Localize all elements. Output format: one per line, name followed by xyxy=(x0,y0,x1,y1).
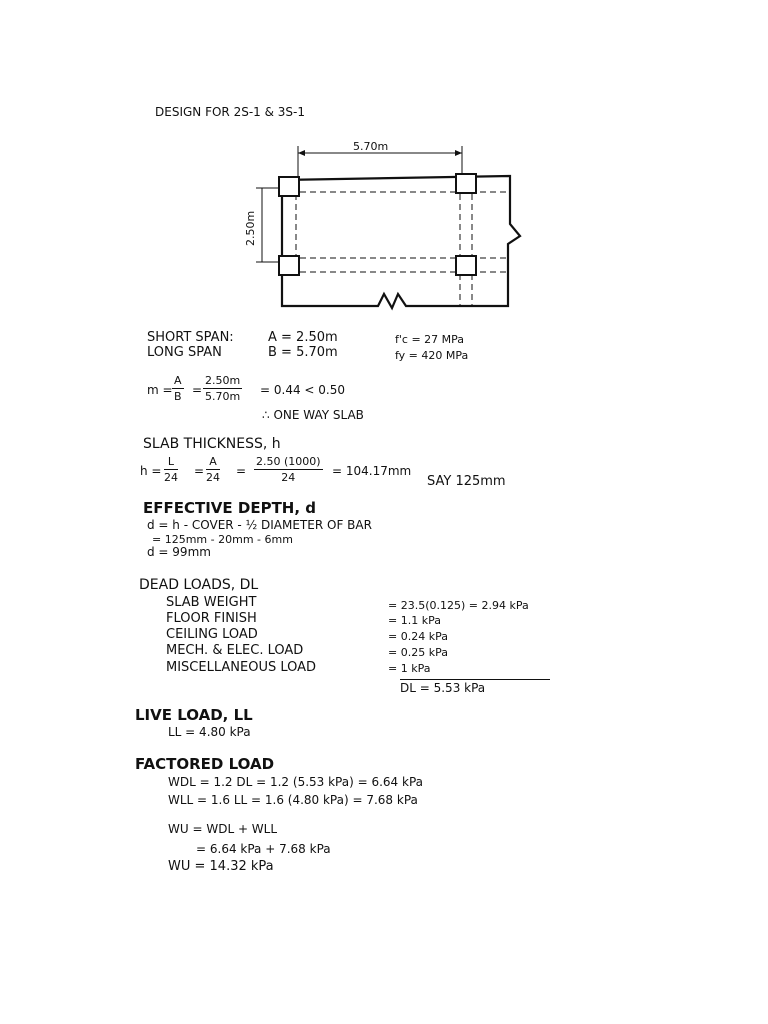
factored-load-heading: FACTORED LOAD xyxy=(135,755,275,773)
dead-load-item-value: = 23.5(0.125) = 2.94 kPa xyxy=(388,599,529,612)
dead-load-total: DL = 5.53 kPa xyxy=(400,681,486,695)
dead-load-item-value: = 1 kPa xyxy=(388,662,431,675)
page-title: DESIGN FOR 2S-1 & 3S-1 xyxy=(155,105,305,119)
thickness-f3-num: 2.50 (1000) xyxy=(256,455,321,468)
factored-wll: WLL = 1.6 LL = 1.6 (4.80 kPa) = 7.68 kPa xyxy=(168,793,418,807)
dead-load-item-label: SLAB WEIGHT xyxy=(166,595,257,610)
thickness-fraction-values xyxy=(254,456,323,483)
thickness-f1-den: 24 xyxy=(164,471,178,484)
dead-load-item-label: FLOOR FINISH xyxy=(166,611,257,626)
dead-load-item-label: MISCELLANEOUS LOAD xyxy=(166,660,317,675)
ratio-num: A xyxy=(174,374,182,387)
thickness-lhs: h = xyxy=(140,464,162,478)
thickness-equals-2: = xyxy=(236,464,247,478)
dead-load-item-value: = 1.1 kPa xyxy=(388,614,441,627)
thickness-say: SAY 125mm xyxy=(427,474,506,489)
dead-loads-heading: DEAD LOADS, DL xyxy=(139,577,259,593)
live-load-heading: LIVE LOAD, LL xyxy=(135,706,253,724)
long-span-value: B = 5.70m xyxy=(268,345,338,360)
ratio-fraction-ab xyxy=(172,375,184,402)
factored-wu-result: WU = 14.32 kPa xyxy=(168,859,274,874)
thickness-f3-den: 24 xyxy=(281,471,296,484)
depth-result: d = 99mm xyxy=(147,545,211,559)
one-way-slab-conclusion: ∴ ONE WAY SLAB xyxy=(262,408,364,422)
effective-depth-heading: EFFECTIVE DEPTH, d xyxy=(143,499,317,517)
dead-load-sum-rule xyxy=(400,679,550,680)
thickness-f2-den: 24 xyxy=(206,471,220,484)
short-span-label: SHORT SPAN: xyxy=(147,330,234,345)
thickness-fraction-l xyxy=(164,456,178,483)
ratio-den: B xyxy=(173,390,182,403)
fy-value: fy = 420 MPa xyxy=(395,349,469,362)
ratio-result: = 0.44 < 0.50 xyxy=(260,383,345,397)
ratio-equals: = xyxy=(192,383,203,397)
dimension-long-label: 5.70m xyxy=(353,140,389,153)
thickness-result: = 104.17mm xyxy=(332,464,412,478)
thickness-fraction-a xyxy=(206,456,220,483)
ratio-num-value: 2.50m xyxy=(205,374,241,387)
thickness-equals-1: = xyxy=(194,464,205,478)
short-span-value: A = 2.50m xyxy=(268,330,338,345)
thickness-f2-num: A xyxy=(206,456,220,470)
ratio-fraction-values xyxy=(203,375,242,402)
factored-wdl: WDL = 1.2 DL = 1.2 (5.53 kPa) = 6.64 kPa xyxy=(168,775,423,789)
dead-load-item-label: CEILING LOAD xyxy=(166,627,258,642)
ratio-lhs: m = xyxy=(147,383,173,397)
fc-value: f'c = 27 MPa xyxy=(395,333,465,346)
dead-load-item-value: = 0.24 kPa xyxy=(388,630,448,643)
long-span-label: LONG SPAN xyxy=(147,345,222,360)
depth-formula: d = h - COVER - ½ DIAMETER OF BAR xyxy=(147,518,372,532)
thickness-f1-num: L xyxy=(164,456,178,470)
slab-thickness-heading: SLAB THICKNESS, h xyxy=(143,436,281,452)
depth-substitution: = 125mm - 20mm - 6mm xyxy=(152,533,293,546)
factored-wu-formula: WU = WDL + WLL xyxy=(168,822,278,836)
dimension-short-label: 2.50m xyxy=(244,210,257,246)
factored-wu-substitution: = 6.64 kPa + 7.68 kPa xyxy=(196,842,331,856)
ratio-den-value: 5.70m xyxy=(205,390,241,403)
dead-load-item-value: = 0.25 kPa xyxy=(388,646,448,659)
live-load-value: LL = 4.80 kPa xyxy=(168,725,251,739)
dead-load-item-label: MECH. & ELEC. LOAD xyxy=(166,643,304,658)
